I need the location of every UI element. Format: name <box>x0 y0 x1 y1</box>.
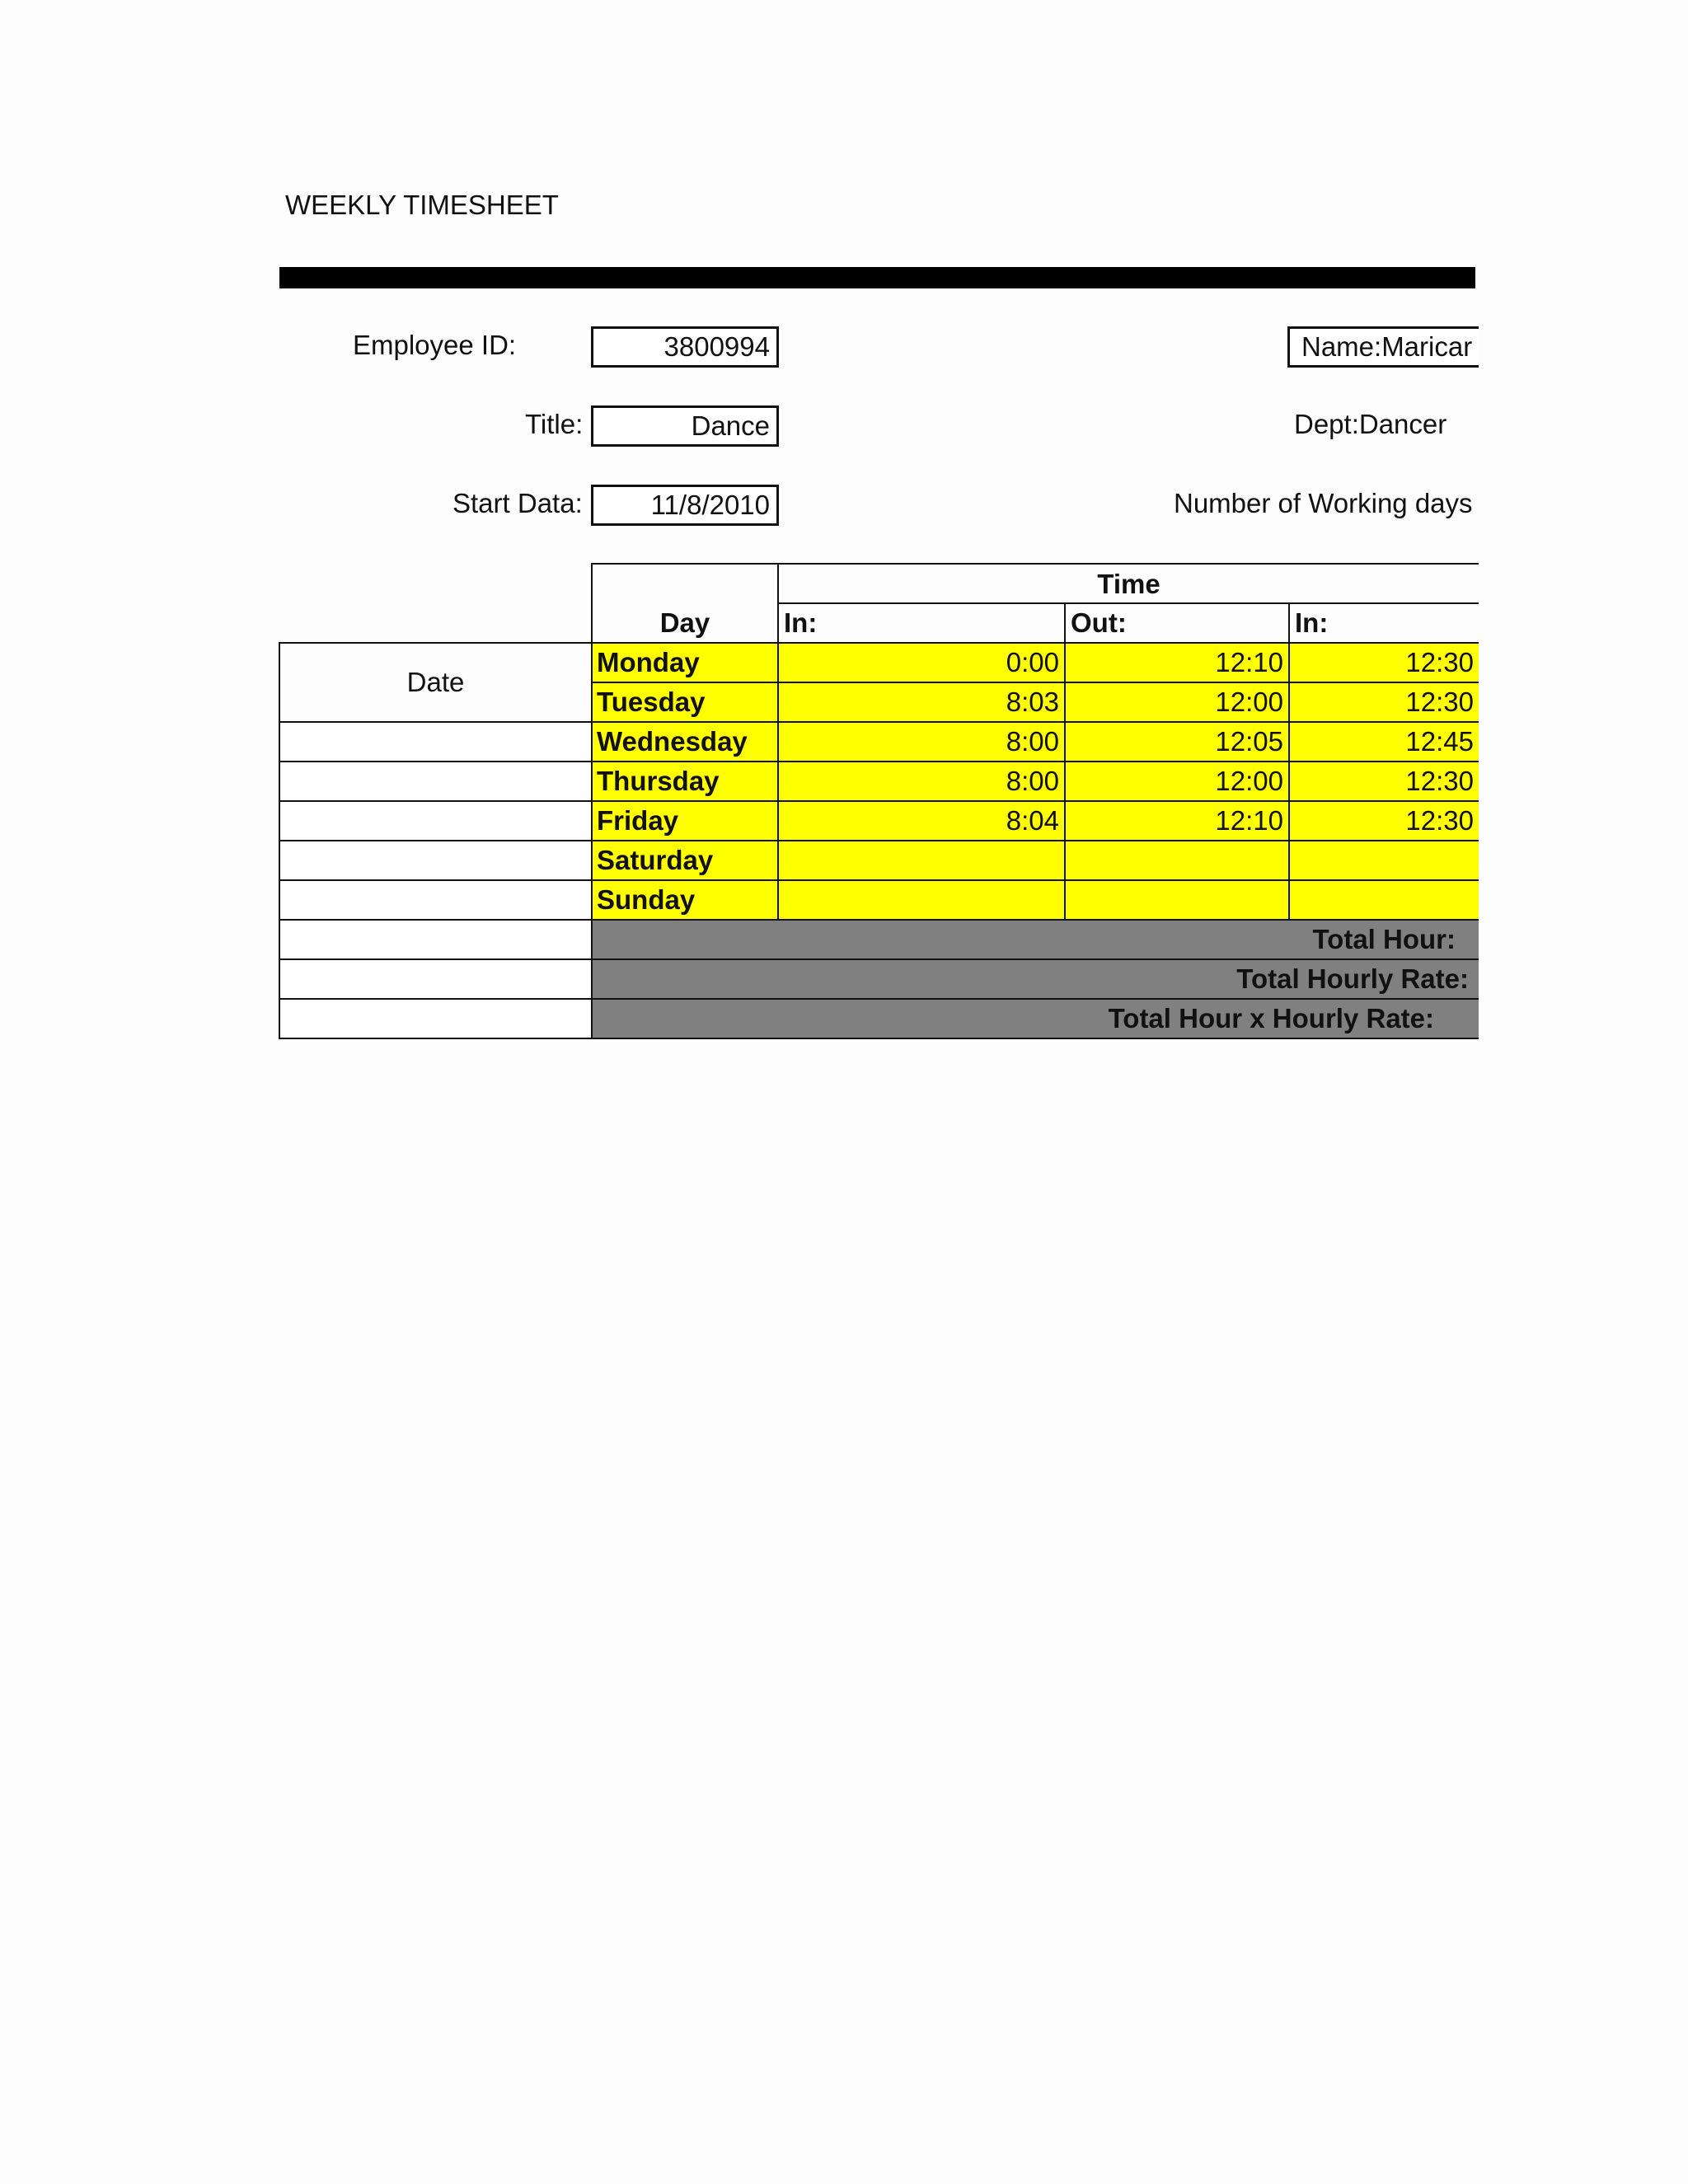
time-in-2-cell[interactable]: 12:30 <box>1288 642 1479 683</box>
time-in-1-cell[interactable]: 8:00 <box>777 761 1066 802</box>
time-out-1-cell[interactable]: 12:00 <box>1064 761 1290 802</box>
time-out-1-cell[interactable]: 12:10 <box>1064 642 1290 683</box>
employee-id-label: Employee ID: <box>353 330 517 360</box>
date-cell-blank[interactable] <box>279 919 593 960</box>
date-cell-blank[interactable] <box>279 998 593 1039</box>
time-in-1-cell[interactable]: 8:00 <box>777 721 1066 762</box>
time-in-1-cell[interactable]: 8:03 <box>777 682 1066 723</box>
date-cell[interactable] <box>279 879 593 921</box>
time-in-2-cell[interactable]: 12:30 <box>1288 761 1479 802</box>
date-cell-blank[interactable] <box>279 958 593 1000</box>
time-in-1-cell[interactable] <box>777 840 1066 881</box>
time-out-1-cell[interactable]: 12:05 <box>1064 721 1290 762</box>
department-text: Dept:Dancer <box>1294 409 1447 439</box>
time-out-1-cell[interactable] <box>1064 840 1290 881</box>
day-header <box>591 563 779 644</box>
day-cell: Tuesday <box>591 682 779 723</box>
day-header-text: Day <box>659 607 710 638</box>
date-cell[interactable] <box>279 840 593 881</box>
time-header-text: Time <box>1097 569 1160 599</box>
time-out-1-cell[interactable]: 12:10 <box>1064 800 1290 841</box>
header-divider-bar <box>279 267 1475 288</box>
time-in-1-cell[interactable]: 8:04 <box>777 800 1066 841</box>
time-out-1-cell[interactable]: 12:00 <box>1064 682 1290 723</box>
date-header-text: Date <box>406 667 465 697</box>
col-header-in-1: In: <box>777 602 1066 644</box>
employee-name-field[interactable]: Name:Maricar <box>1287 326 1479 368</box>
time-in-2-cell[interactable] <box>1288 840 1479 881</box>
time-header <box>777 563 1479 604</box>
col-header-in-2: In: <box>1288 602 1479 644</box>
start-date-field[interactable]: 11/8/2010 <box>591 485 779 526</box>
time-in-2-cell[interactable] <box>1288 879 1479 921</box>
date-header <box>279 642 593 723</box>
working-days-label: Number of Working days <box>1174 488 1473 518</box>
col-header-out-1: Out: <box>1064 602 1290 644</box>
page-title: WEEKLY TIMESHEET <box>285 190 559 220</box>
title-field[interactable]: Dance <box>591 405 779 447</box>
employee-id-field[interactable]: 3800994 <box>591 326 779 368</box>
time-in-1-cell[interactable] <box>777 879 1066 921</box>
day-cell: Saturday <box>591 840 779 881</box>
day-cell: Monday <box>591 642 779 683</box>
time-in-2-cell[interactable]: 12:45 <box>1288 721 1479 762</box>
time-in-1-cell[interactable]: 0:00 <box>777 642 1066 683</box>
day-cell: Friday <box>591 800 779 841</box>
date-cell[interactable] <box>279 721 593 762</box>
day-cell: Thursday <box>591 761 779 802</box>
day-cell: Sunday <box>591 879 779 921</box>
day-cell: Wednesday <box>591 721 779 762</box>
date-cell[interactable] <box>279 800 593 841</box>
time-out-1-cell[interactable] <box>1064 879 1290 921</box>
total-hour-label: Total Hour: <box>591 919 1479 960</box>
total-hourly-rate-label: Total Hourly Rate: <box>591 958 1479 1000</box>
time-in-2-cell[interactable]: 12:30 <box>1288 682 1479 723</box>
time-in-2-cell[interactable]: 12:30 <box>1288 800 1479 841</box>
title-label: Title: <box>525 409 584 439</box>
total-hour-x-rate-label: Total Hour x Hourly Rate: <box>591 998 1479 1039</box>
start-date-label: Start Data: <box>452 488 583 518</box>
date-cell[interactable] <box>279 761 593 802</box>
